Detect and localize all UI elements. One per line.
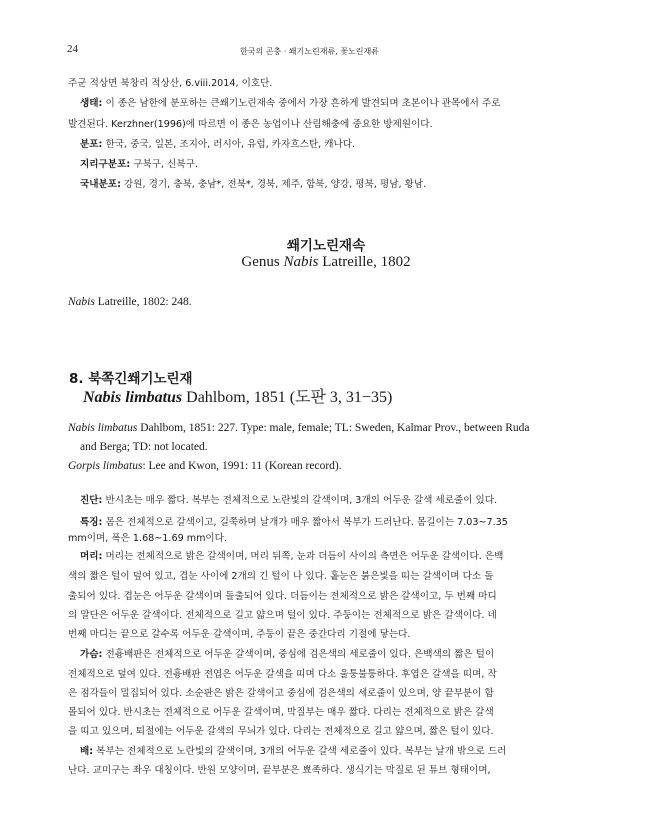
head-line-5: 번째 마디는 끝으로 갈수록 어두운 갈색이며, 주둥이 끝은 중간다리 기절에 닿는다. [68, 629, 411, 640]
thorax-label: 가슴: [80, 649, 103, 660]
domestic-text: 강원, 경기, 충북, 충남*, 전북*, 경북, 제주, 함북, 양강, 평북, 평남, 황남. [123, 179, 427, 190]
species-korean-name: 북쪽긴쐐기노린재 [88, 371, 193, 387]
synonym-2-name: Gorpis limbatus [68, 460, 143, 472]
head-text-1: 머리는 전체적으로 밝은 갈색이며, 머리 뒤쪽, 눈과 더듬이 사이의 측면은 어두운 갈색이다. 은백 [105, 551, 504, 562]
thorax-line-3: 은 점각들이 밀집되어 있다. 소순판은 밝은 갈색이고 중심에 검은색의 세로줄이 있으며, 양 끝부분이 함 [68, 688, 494, 699]
head-line-1 [80, 550, 503, 563]
species-latin-heading [83, 384, 392, 407]
species-number: 8. [69, 371, 84, 387]
genus-latin-name: Nabis [283, 254, 319, 270]
ecology-text-1: 이 종은 남한에 분포하는 큰쐐기노린재속 중에서 가장 흔하게 발견되며 초본이나 관목에서 주로 [105, 98, 501, 109]
features-line [80, 516, 508, 529]
distribution-label: 분포: [80, 139, 103, 150]
synonym-1-name: Nabis limbatus [68, 422, 138, 434]
domestic-distribution-line [80, 178, 426, 191]
synonym-1-cont: and Berga; TD: not located. [80, 441, 208, 453]
species-latin-name: Nabis limbatus [83, 389, 183, 406]
head-label: 머리: [80, 551, 103, 562]
genus-citation [68, 296, 192, 309]
geographic-text: 구북구, 신북구. [133, 159, 199, 170]
species-author: Dahlbom, 1851 (도판 3, 31−35) [186, 389, 393, 406]
genus-latin-title [0, 254, 652, 271]
head-line-4: 의 말단은 어두운 갈색이다. 전체적으로 길고 얇으며 털이 있다. 주둥이는 전체적으로 밝은 갈색이다. 네 [68, 610, 497, 621]
thorax-line-5: 을 띠고 있으며, 퇴절에는 어두운 갈색의 무늬가 있다. 다리는 전체적으로 길고 얇으며, 짧은 털이 있다. [68, 726, 494, 737]
geographic-distribution-line [80, 158, 198, 171]
abdomen-text-1: 복부는 전체적으로 노란빛의 갈색이며, 3개의 어두운 갈색 세로줄이 있다. 복부는 날개 밖으로 드러 [96, 746, 507, 757]
head-line-3: 출되어 있다. 겹눈은 어두운 갈색이며 돌출되어 있다. 더듬이는 전체적으로 밝은 갈색이고, 두 번째 마디 [68, 591, 497, 602]
ecology-paragraph [80, 97, 500, 110]
synonym-2-text: : Lee and Kwon, 1991: 11 (Korean record). [142, 460, 342, 472]
abdomen-label: 배: [80, 746, 94, 757]
abdomen-line-2: 난다. 교미구는 좌우 대칭이다. 반원 모양이며, 끝부분은 뾰족하다. 생식기는 막질로 된 튜브 형태이며, [68, 765, 491, 776]
distribution-text: 한국, 중국, 일본, 조지아, 러시아, 유럽, 카자흐스탄, 캐나다. [105, 139, 356, 150]
features-text: 몸은 전체적으로 갈색이고, 길쭉하며 날개가 매우 짧아서 복부가 드러난다. 몸길이는 7.03~7.35 [105, 517, 508, 528]
diagnosis-label: 진단: [80, 495, 103, 506]
head-line-2: 색의 짧은 털이 덮여 있고, 겹눈 사이에 2개의 긴 털이 나 있다. 홑눈은 붉은빛을 띠는 갈색이며 다소 돌 [68, 571, 494, 582]
genus-korean-title: 쐐기노린재속 [286, 238, 366, 254]
thorax-line-1 [80, 648, 494, 661]
running-title: 한국의 곤충 · 쐐기노린재류, 꽃노린재류 [240, 47, 379, 56]
geographic-label: 지리구분포: [80, 159, 131, 170]
record-line: 주군 적상면 북창리 적상산, 6.viii.2014, 이호단. [68, 78, 273, 89]
diagnosis-text: 반시초는 매우 짧다. 복부는 전체적으로 노란빛의 갈색이며, 3개의 어두운 갈색 세로줄이 있다. [105, 495, 498, 506]
genus-citation-text: Latreille, 1802: 248. [97, 296, 192, 308]
synonym-1-text: Dahlbom, 1851: 227. Type: male, female; TL: Sweden, Kalmar Prov., between Ruda [140, 422, 530, 434]
domestic-label: 국내분포: [80, 179, 121, 190]
features-label: 특징: [80, 517, 103, 528]
distribution-line [80, 138, 355, 151]
thorax-text-1: 전흉배판은 전체적으로 어두운 갈색이며, 중심에 검은색의 세로줄이 있다. 은백색의 짧은 털이 [105, 649, 495, 660]
genus-prefix: Genus [241, 254, 280, 270]
thorax-line-4: 몰되어 있다. 반시초는 전체적으로 어두운 갈색이며, 막질부는 매우 짧다. 다리는 전체적으로 밝은 갈색 [68, 707, 494, 718]
synonym-1 [68, 422, 529, 435]
ecology-text-2: 발견된다. Kerzhner(1996)에 따르면 이 종은 농업이나 산림해충에 중요한 방제원이다. [68, 119, 433, 130]
ecology-label: 생태: [80, 98, 103, 109]
diagnosis-line [80, 494, 497, 507]
thorax-line-2: 전체적으로 덮여 있다. 전흉배판 전엽은 어두운 갈색을 띠며 다소 울퉁불퉁하다. 후엽은 갈색을 띠며, 작 [68, 669, 497, 680]
genus-author: Latreille, 1802 [322, 254, 411, 270]
page-number: 24 [67, 43, 78, 55]
genus-citation-name: Nabis [68, 296, 95, 308]
features-cont: mm이며, 폭은 1.68~1.69 mm이다. [68, 533, 227, 544]
abdomen-line-1 [80, 745, 506, 758]
synonym-2 [68, 460, 342, 473]
